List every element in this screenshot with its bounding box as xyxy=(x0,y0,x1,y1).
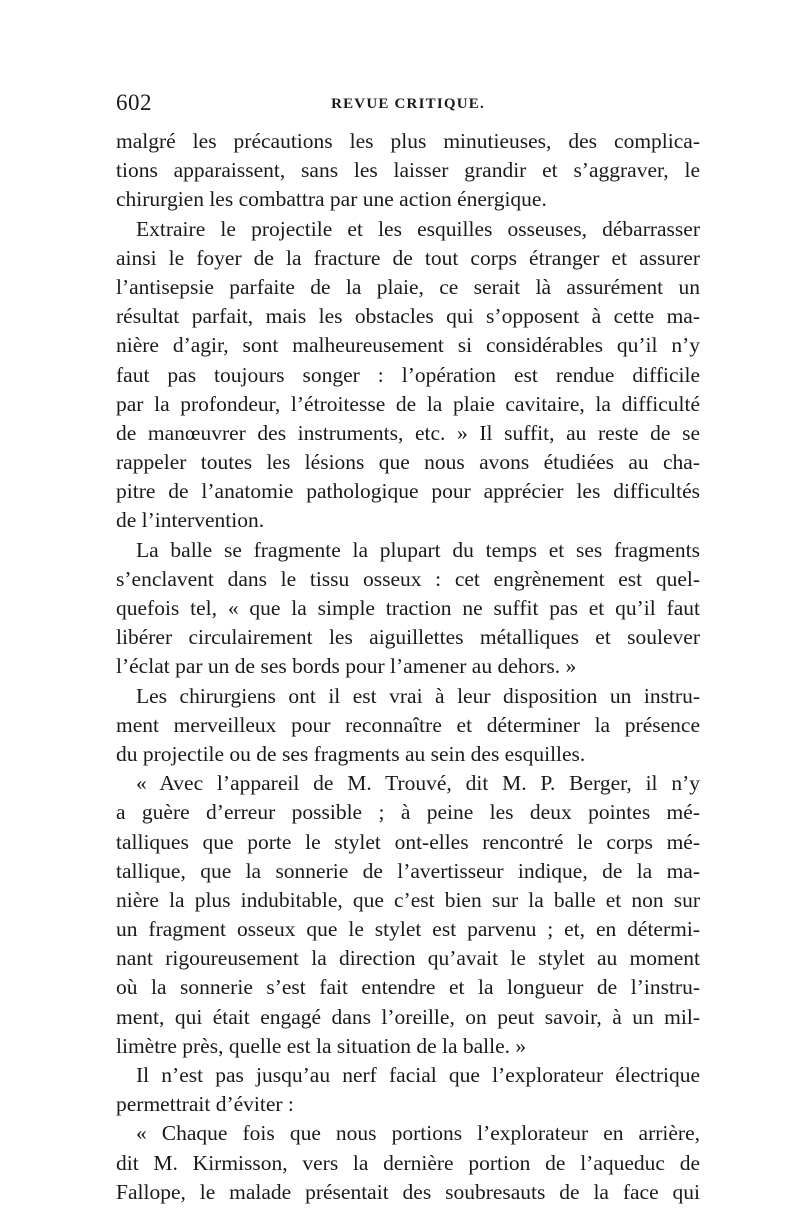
page-number: 602 xyxy=(116,90,152,115)
text-line: faut pas toujours songer : l’opération est rendue difficile xyxy=(116,362,700,387)
text-line: permettrait d’éviter : xyxy=(116,1092,294,1117)
body-text xyxy=(116,127,700,1207)
text-line: La balle se fragmente la plupart du temps et ses fragments xyxy=(136,537,700,562)
text-line: « Avec l’appareil de M. Trouvé, dit M. P. Berger, il n’y xyxy=(136,771,700,796)
text-line: Extraire le projectile et les esquilles osseuses, débarrasser xyxy=(136,216,700,241)
text-line: talliques que porte le stylet ont-elles rencontré le corps mé- xyxy=(116,829,700,854)
paragraph xyxy=(116,769,700,1061)
text-line: de l’intervention. xyxy=(116,508,265,533)
page-header xyxy=(116,90,700,120)
text-line: Fallope, le malade présentait des soubresauts de la face qui xyxy=(116,1179,700,1204)
text-line: l’éclat par un de ses bords pour l’amener au dehors. » xyxy=(116,654,577,679)
text-line: Les chirurgiens ont il est vrai à leur disposition un instru- xyxy=(136,683,700,708)
text-line: ment merveilleux pour reconnaître et déterminer la présence xyxy=(116,712,700,737)
text-line: nière la plus indubitable, que c’est bien sur la balle et non sur xyxy=(116,887,700,912)
text-line: malgré les précautions les plus minutieuses, des complica- xyxy=(116,129,700,153)
text-line: Il n’est pas jusqu’au nerf facial que l’explorateur électrique xyxy=(136,1063,700,1087)
text-line: rappeler toutes les lésions que nous avons étudiées au cha- xyxy=(116,450,700,475)
text-line: où la sonnerie s’est fait entendre et la longueur de l’instru- xyxy=(116,975,700,1000)
text-line: a guère d’erreur possible ; à peine les deux pointes mé- xyxy=(116,800,700,825)
text-line: « Chaque fois que nous portions l’explorateur en arrière, xyxy=(136,1121,700,1146)
paragraph xyxy=(116,1061,700,1119)
text-line: dit M. Kirmisson, vers la dernière portion de l’aqueduc de xyxy=(116,1150,700,1175)
text-line: l’antisepsie parfaite de la plaie, ce serait là assurément un xyxy=(116,274,700,299)
paragraph xyxy=(116,215,700,536)
text-line: par la profondeur, l’étroitesse de la plaie cavitaire, la difficulté xyxy=(116,391,700,416)
text-line: quefois tel, « que la simple traction ne suffit pas et qu’il faut xyxy=(116,596,700,620)
text-line: nant rigoureusement la direction qu’avait le stylet au moment xyxy=(116,946,700,971)
text-line: tallique, que la sonnerie de l’avertisseur indique, de la ma- xyxy=(116,858,700,883)
paragraph xyxy=(116,682,700,770)
text-line: ainsi le foyer de la fracture de tout corps étranger et assurer xyxy=(116,245,700,270)
running-head: REVUE CRITIQUE. xyxy=(331,96,485,112)
paragraph xyxy=(116,127,700,215)
text-line: pitre de l’anatomie pathologique pour apprécier les difficultés xyxy=(116,479,700,504)
text-line: un fragment osseux que le stylet est parvenu ; et, en détermi- xyxy=(116,917,700,942)
text-line: résultat parfait, mais les obstacles qui s’opposent à cette ma- xyxy=(116,304,700,329)
text-line: ment, qui était engagé dans l’oreille, on peut savoir, à un mil- xyxy=(116,1004,700,1029)
text-line: du projectile ou de ses fragments au sein des esquilles. xyxy=(116,741,586,766)
paragraph xyxy=(116,536,700,682)
text-line: s’enclavent dans le tissu osseux : cet engrènement est quel- xyxy=(116,566,700,591)
text-line: tions apparaissent, sans les laisser grandir et s’aggraver, le xyxy=(116,158,700,183)
text-line: chirurgien les combattra par une action énergique. xyxy=(116,187,547,212)
paragraph xyxy=(116,1119,700,1207)
text-line: libérer circulairement les aiguillettes métalliques et soulever xyxy=(116,625,700,650)
text-line: nière d’agir, sont malheureusement si considérables qu’il n’y xyxy=(116,333,700,358)
text-line: de manœuvrer des instruments, etc. » Il suffit, au reste de se xyxy=(116,420,700,445)
text-line: limètre près, quelle est la situation de la balle. » xyxy=(116,1033,527,1058)
